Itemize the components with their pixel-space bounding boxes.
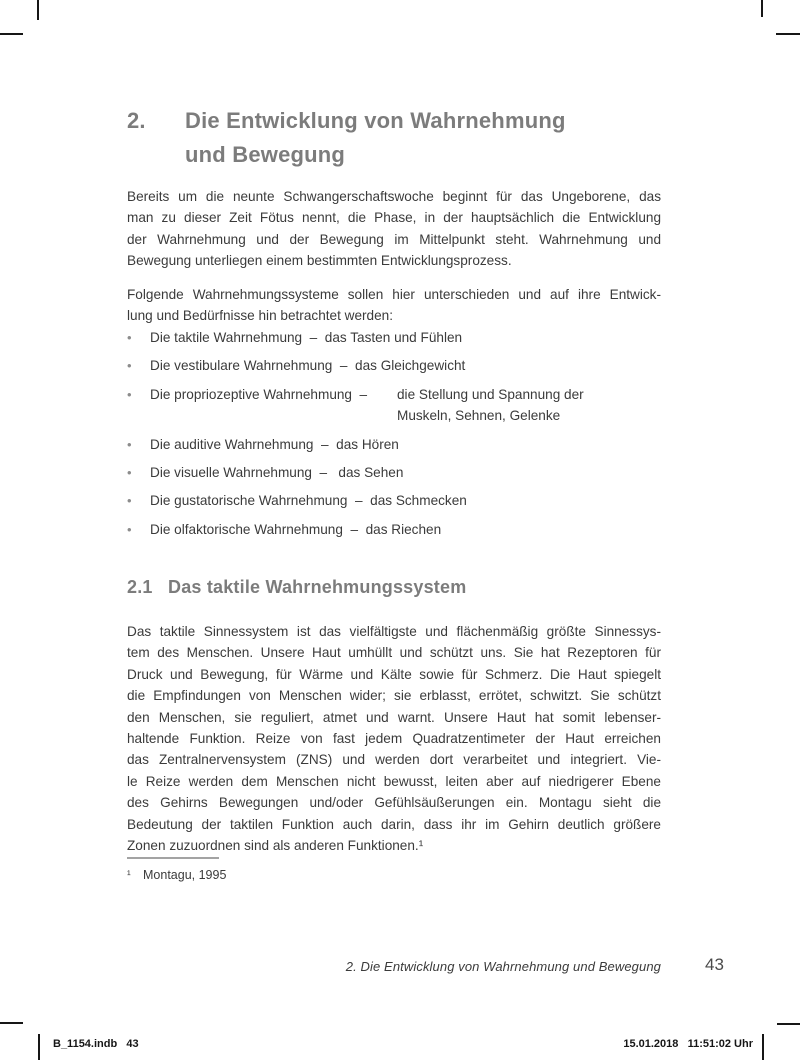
description-line: Muskeln, Sehnen, Gelenke bbox=[397, 408, 561, 424]
lead-paragraph bbox=[127, 284, 661, 327]
crop-mark-bottom-left-horizontal bbox=[0, 1022, 23, 1024]
chapter-title-line1: Die Entwicklung von Wahrnehmung bbox=[185, 108, 566, 133]
list-item-text: Die visuelle Wahrnehmung – das Sehen bbox=[150, 465, 404, 481]
intro-paragraph bbox=[127, 186, 661, 272]
list-item-label: Die propriozeptive Wahrnehmung – bbox=[150, 386, 368, 402]
list-item bbox=[127, 355, 661, 376]
bullet-icon: • bbox=[127, 330, 132, 345]
paragraph-line: man zu dieser Zeit Fötus nennt, die Phase, in der hauptsächlich die Entwicklung bbox=[127, 210, 661, 226]
list-item-text: Die gustatorische Wahrnehmung – das Schmecken bbox=[150, 493, 467, 509]
paragraph-line: Bedeutung der taktilen Funktion auch darin, dass ihr im Gehirn deutlich größere bbox=[127, 816, 661, 832]
list-item-text: Die olfaktorische Wahrnehmung – das Riechen bbox=[150, 521, 442, 537]
bullet-icon: • bbox=[127, 493, 132, 509]
footnote bbox=[127, 866, 226, 884]
running-footer-title: 2. Die Entwicklung von Wahrnehmung und Bewegung bbox=[345, 959, 661, 974]
page-number: 43 bbox=[705, 955, 724, 974]
crop-mark-top-left-vertical bbox=[37, 0, 39, 20]
perception-systems-list bbox=[127, 327, 661, 547]
crop-mark-top-right-vertical bbox=[761, 0, 763, 17]
footnote-rule bbox=[127, 857, 219, 859]
list-item bbox=[127, 384, 661, 427]
section-heading bbox=[127, 576, 466, 598]
crop-mark-top-right-horizontal bbox=[776, 33, 800, 35]
list-item-text: Die auditive Wahrnehmung – das Hören bbox=[150, 436, 399, 452]
slug-left-line bbox=[38, 1034, 40, 1060]
list-item bbox=[127, 327, 661, 348]
section-title: Das taktile Wahrnehmungssystem bbox=[168, 577, 467, 597]
footnote-text: Montagu, 1995 bbox=[143, 868, 227, 882]
description-line: die Stellung und Spannung der bbox=[397, 386, 584, 402]
bullet-icon: • bbox=[127, 358, 132, 374]
chapter-heading bbox=[127, 104, 566, 172]
print-slug bbox=[53, 1038, 753, 1050]
paragraph-line: Druck und Bewegung, für Wärme und Kälte sowie für Schmerz. Die Haut spiegelt bbox=[127, 666, 661, 682]
paragraph-line: tem des Menschen. Unsere Haut umhüllt und schützt uns. Sie hat Rezeptoren für bbox=[127, 645, 661, 661]
bullet-icon: • bbox=[127, 521, 132, 537]
paragraph-line: der Wahrnehmung und der Bewegung im Mittelpunkt steht. Wahrnehmung und bbox=[127, 231, 661, 247]
slug-timestamp: 15.01.2018 11:51:02 Uhr bbox=[623, 1038, 753, 1050]
crop-mark-top-left-horizontal bbox=[0, 33, 23, 35]
paragraph-line: die Empfindungen von Menschen wider; sie erblasst, errötet, schwitzt. Sie schützt bbox=[127, 688, 661, 704]
list-item-text: Die vestibulare Wahrnehmung – das Gleichgewicht bbox=[150, 358, 466, 374]
list-item bbox=[127, 490, 661, 511]
list-item-description bbox=[397, 384, 584, 427]
bullet-icon: • bbox=[127, 465, 132, 481]
paragraph-line: Zonen zuzuordnen sind als anderen Funktionen.¹ bbox=[127, 837, 424, 853]
footnote-marker: ¹ bbox=[127, 869, 131, 881]
list-item bbox=[127, 462, 661, 483]
bullet-icon: • bbox=[127, 436, 132, 452]
list-item bbox=[127, 519, 661, 540]
chapter-title bbox=[185, 104, 566, 172]
paragraph-line: den Menschen, sie reguliert, atmet und warnt. Unsere Haut hat somit lebenser- bbox=[127, 709, 661, 725]
slug-filename: B_1154.indb 43 bbox=[53, 1038, 139, 1050]
paragraph-line: des Gehirns Bewegungen und/oder Gefühlsäußerungen ein. Montagu sieht die bbox=[127, 795, 661, 811]
paragraph-line: das Zentralnervensystem (ZNS) und werden dort verarbeitet und integriert. Vie- bbox=[127, 752, 661, 768]
paragraph-line: lung und Bedürfnisse hin betrachtet werden: bbox=[127, 308, 394, 324]
slug-right-line bbox=[762, 1034, 764, 1060]
chapter-title-line2: und Bewegung bbox=[185, 142, 346, 167]
chapter-number: 2. bbox=[127, 108, 146, 133]
crop-mark-bottom-right-horizontal bbox=[777, 1023, 800, 1025]
paragraph-line: Folgende Wahrnehmungssysteme sollen hier unterschieden und auf ihre Entwick- bbox=[127, 287, 661, 302]
list-item-text bbox=[150, 384, 584, 427]
paragraph-line: le Reize werden dem Menschen nicht bewusst, leiten aber auf niedrigerer Ebene bbox=[127, 773, 661, 789]
paragraph-line: Das taktile Sinnessystem ist das vielfältigste und flächenmäßig größte Sinnessys- bbox=[127, 624, 661, 639]
section-number: 2.1 bbox=[127, 577, 153, 597]
paragraph-line: Bereits um die neunte Schwangerschaftswoche beginnt für das Ungeborene, das bbox=[127, 189, 661, 204]
paragraph-line: haltende Funktion. Reize von fast jedem Quadratzentimeter der Haut erreichen bbox=[127, 730, 661, 746]
bullet-icon: • bbox=[127, 386, 132, 402]
body-paragraph bbox=[127, 621, 661, 856]
list-item-text: Die taktile Wahrnehmung – das Tasten und Fühlen bbox=[150, 330, 463, 345]
paragraph-line: Bewegung unterliegen einem bestimmten Entwicklungsprozess. bbox=[127, 253, 512, 269]
list-item bbox=[127, 434, 661, 455]
